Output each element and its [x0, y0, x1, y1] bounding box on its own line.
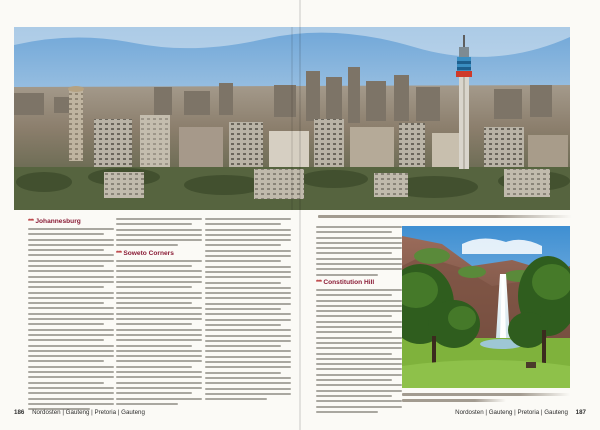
double-star-icon: ***	[316, 279, 322, 286]
double-star-icon: ***	[116, 250, 122, 257]
section-title: Soweto Corners	[123, 249, 174, 257]
double-star-icon: ***	[28, 219, 34, 225]
text-column-2	[116, 218, 202, 408]
text-column-3	[205, 218, 291, 403]
text-column-4	[316, 218, 402, 416]
page-gutter	[299, 0, 301, 430]
page-number: 187	[575, 409, 586, 416]
running-footer: Nordosten | Gauteng | Pretoria | Gauteng	[455, 409, 568, 416]
left-page-footer	[14, 409, 145, 416]
johannesburg-skyline-photo	[14, 27, 570, 210]
section-heading-soweto-corners	[116, 250, 202, 258]
text-column-1	[28, 218, 114, 413]
body-text	[116, 218, 202, 246]
body-text	[205, 218, 291, 400]
body-text	[28, 228, 114, 410]
section-title: Constitution Hill	[323, 278, 375, 286]
body-text	[316, 226, 402, 276]
body-text	[316, 289, 402, 413]
section-heading-constitution-hill	[316, 279, 402, 287]
section-title: Johannesburg	[35, 218, 81, 225]
body-text	[116, 260, 202, 405]
section-heading-johannesburg	[28, 218, 114, 226]
page-number: 186	[14, 409, 25, 416]
waterfall-photo-caption	[402, 390, 570, 400]
right-page-footer	[455, 409, 586, 416]
waterfall-garden-photo	[402, 226, 570, 388]
running-footer: Nordosten | Gauteng | Pretoria | Gauteng	[32, 409, 145, 416]
